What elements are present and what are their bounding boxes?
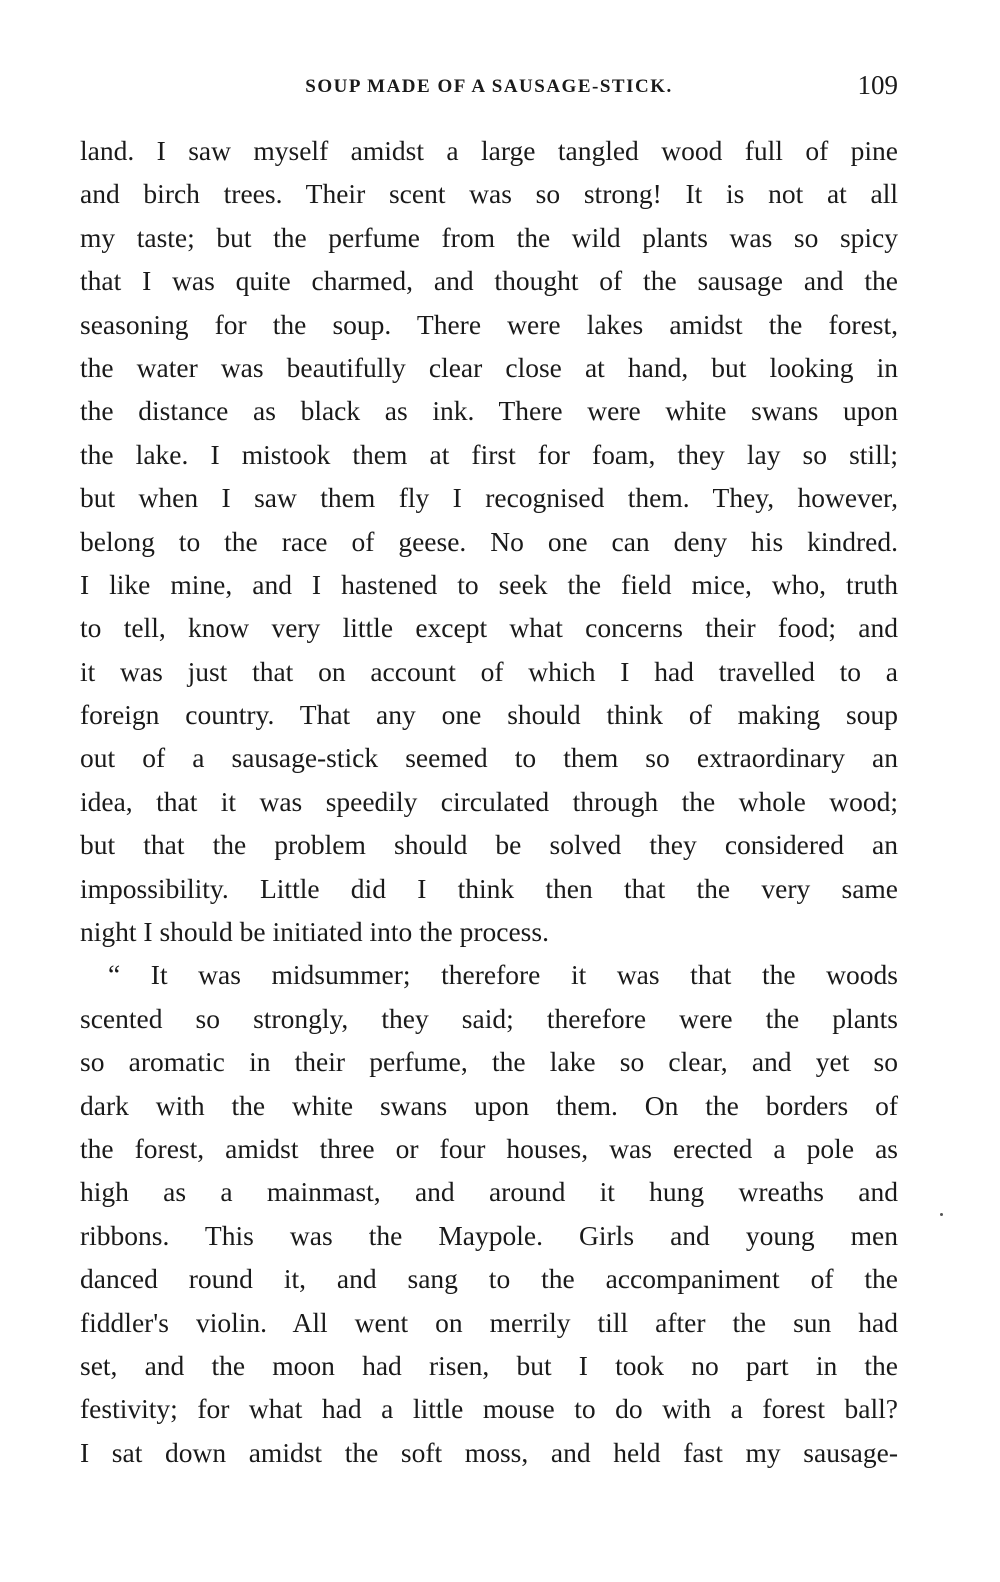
text-line: and birch trees. Their scent was so strong! It is not at all: [80, 178, 898, 210]
text-line: land. I saw myself amidst a large tangled wood full of pine: [80, 135, 898, 166]
text-line: foreign country. That any one should think of making soup: [80, 699, 898, 731]
text-line: scented so strongly, they said; therefore were the plants: [80, 1002, 898, 1034]
text-line: the distance as black as ink. There were white swans upon: [80, 395, 898, 427]
text-line: festivity; for what had a little mouse to do with a forest ball?: [80, 1393, 898, 1425]
running-head: [80, 70, 898, 110]
text-line: belong to the race of geese. No one can deny his kindred.: [80, 525, 898, 557]
text-line: danced round it, and sang to the accompaniment of the: [80, 1263, 898, 1295]
text-line: dark with the white swans upon them. On the borders of: [80, 1089, 898, 1121]
text-line: seasoning for the soup. There were lakes amidst the forest,: [80, 308, 898, 340]
text-line: the water was beautifully clear close at hand, but looking in: [80, 351, 898, 383]
text-line: high as a mainmast, and around it hung wreaths and: [80, 1176, 898, 1208]
text-line: the forest, amidst three or four houses, was erected a pole as: [80, 1132, 898, 1164]
text-line: it was just that on account of which I had travelled to a: [80, 655, 898, 687]
text-line: idea, that it was speedily circulated through the whole wood;: [80, 785, 898, 817]
text-line: I sat down amidst the soft moss, and held fast my sausage-: [80, 1436, 898, 1468]
text-line: so aromatic in their perfume, the lake so clear, and yet so: [80, 1046, 898, 1078]
text-line: but that the problem should be solved they considered an: [80, 829, 898, 861]
scan-speck: [940, 1213, 943, 1216]
text-line: impossibility. Little did I think then that the very same: [80, 872, 898, 904]
text-line: my taste; but the perfume from the wild plants was so spicy: [80, 221, 898, 253]
text-line: set, and the moon had risen, but I took no part in the: [80, 1349, 898, 1381]
text-line: fiddler's violin. All went on merrily till after the sun had: [80, 1306, 898, 1338]
text-line: to tell, know very little except what concerns their food; and: [80, 612, 898, 644]
text-line: the lake. I mistook them at first for foam, they lay so still;: [80, 438, 898, 470]
running-title: SOUP MADE OF A SAUSAGE-STICK.: [305, 76, 673, 97]
page-number: 109: [857, 70, 898, 100]
text-line: night I should be initiated into the process.: [80, 916, 549, 948]
text-line: I like mine, and I hastened to seek the field mice, who, truth: [80, 568, 898, 600]
text-line: ribbons. This was the Maypole. Girls and young men: [80, 1219, 898, 1251]
text-line: that I was quite charmed, and thought of the sausage and the: [80, 265, 898, 297]
text-line: “ It was midsummer; therefore it was that the woods: [108, 959, 898, 991]
body-text: [80, 129, 898, 1474]
text-line: but when I saw them fly I recognised them. They, however,: [80, 482, 898, 514]
text-line: out of a sausage-stick seemed to them so extraordinary an: [80, 742, 898, 774]
